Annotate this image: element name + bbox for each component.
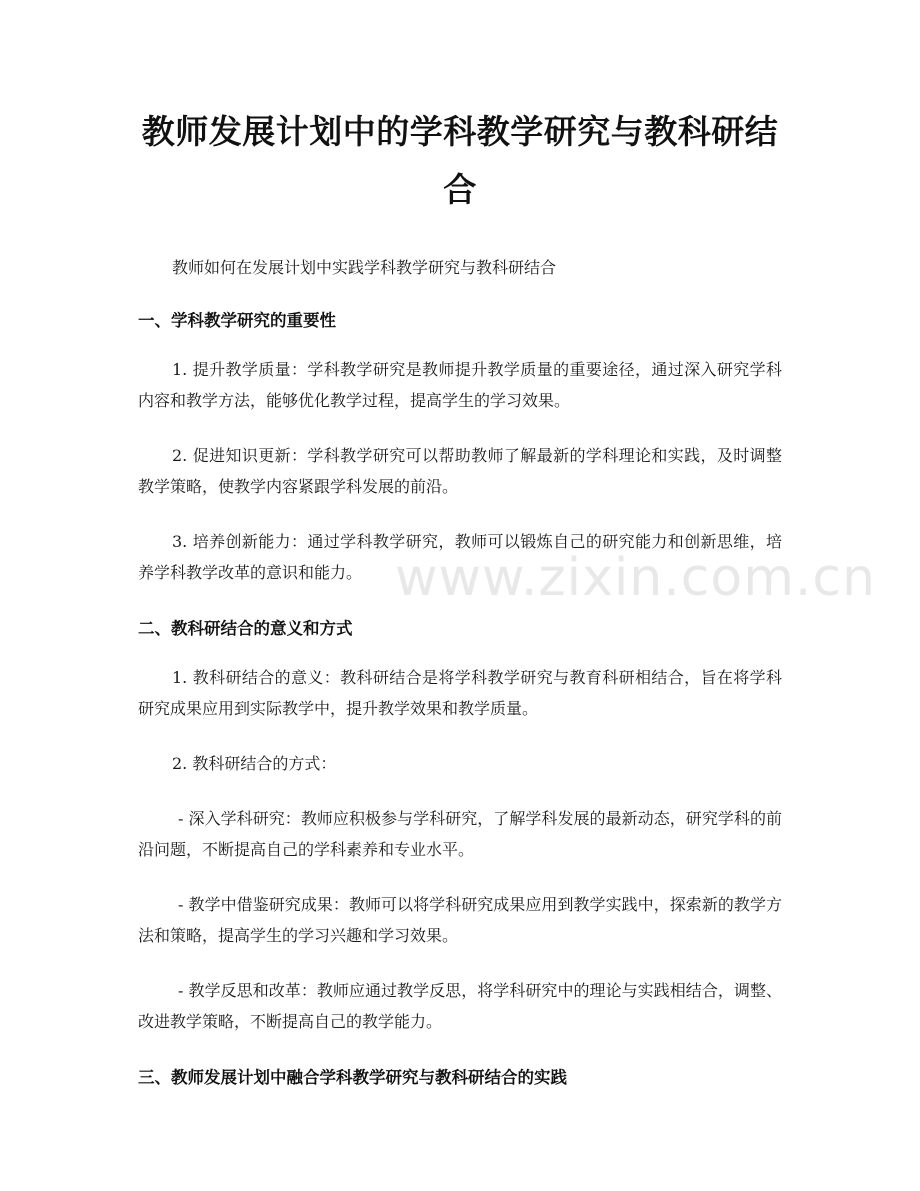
section-2-paragraph-2: 2. 教科研结合的方式： xyxy=(172,754,337,773)
section-2-bullet-2: - 教学中借鉴研究成果：教师可以将学科研究成果应用到教学实践中，探索新的教学方法和策略，提高学生的学习兴趣和学习效果。 xyxy=(138,895,782,945)
section-1-paragraph-3: 3. 培养创新能力：通过学科教学研究，教师可以锻炼自己的研究能力和创新思维，培养学科教学改革的意识和能力。 xyxy=(138,532,782,582)
section-1-paragraph-1: 1. 提升教学质量：学科教学研究是教师提升教学质量的重要途径，通过深入研究学科内容和教学方法，能够优化教学过程，提高学生的学习效果。 xyxy=(138,360,782,410)
section-1-paragraph-2: 2. 促进知识更新：学科教学研究可以帮助教师了解最新的学科理论和实践，及时调整教学策略，使教学内容紧跟学科发展的前沿。 xyxy=(138,446,782,496)
section-2-bullet-3: - 教学反思和改革：教师应通过教学反思，将学科研究中的理论与实践相结合，调整、改进教学策略，不断提高自己的教学能力。 xyxy=(138,981,782,1031)
section-2-heading: 二、教科研结合的意义和方式 xyxy=(138,619,353,638)
section-3-heading: 三、教师发展计划中融合学科教学研究与教科研结合的实践 xyxy=(138,1068,567,1087)
section-2-bullet-1: - 深入学科研究：教师应积极参与学科研究，了解学科发展的最新动态，研究学科的前沿问题，不断提高自己的学科素养和专业水平。 xyxy=(138,809,782,859)
document-subtitle: 教师如何在发展计划中实践学科教学研究与教科研结合 xyxy=(172,258,557,277)
watermark: www.zixin.com.cn xyxy=(395,548,876,608)
section-2-paragraph-1: 1. 教科研结合的意义：教科研结合是将学科教学研究与教育科研相结合，旨在将学科研究成果应用到实际教学中，提升教学效果和教学质量。 xyxy=(138,668,782,718)
document-title: 教师发展计划中的学科教学研究与教科研结合 xyxy=(141,112,779,209)
section-1-heading: 一、学科教学研究的重要性 xyxy=(138,311,336,330)
